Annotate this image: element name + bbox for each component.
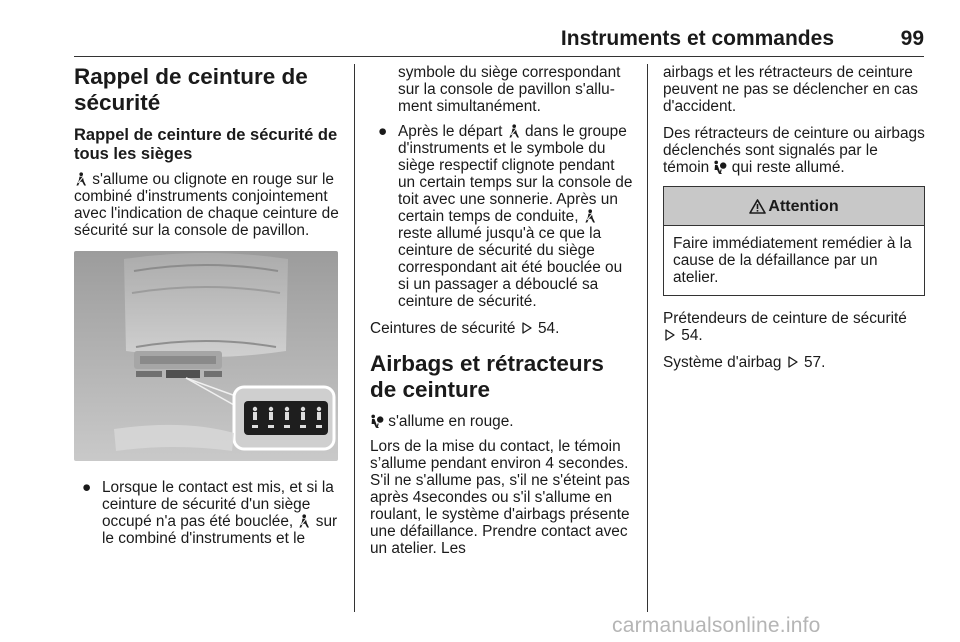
reference-label: Prétendeurs de ceinture de sécurité <box>663 310 907 327</box>
warning-text: Faire immédiatement remédier à la cause de la défaillance par un atelier. <box>673 235 912 286</box>
subheading-all-seats: Rappel de ceinture de sécurité de tous les sièges <box>74 126 338 163</box>
bullet-departure-text-b: dans le groupe d'instruments et le symbole du siège respectif clignote pendant un certain temps sur la console de toit avec une sonnerie. Après un certain temps de conduite, <box>398 123 633 225</box>
section-heading-seatbelt-reminder: Rappel de ceinture de sécurité <box>74 64 308 115</box>
column-divider-1 <box>354 64 355 612</box>
page-number: 99 <box>900 27 924 50</box>
bullet-dot: ● <box>378 123 388 140</box>
warning-box <box>663 186 925 296</box>
bullet-after-departure <box>370 123 634 310</box>
reference-page: 54. <box>681 327 703 344</box>
bullet-departure-text-c: reste allumé jusqu'à ce que la ceinture de sécurité du siège correspondant ait été bouclée ou si un passager a débouclé sa ceinture de sécurité. <box>398 225 623 310</box>
seatbelt-reminder-icon <box>74 172 88 186</box>
deployed-text-a: Des rétracteurs de ceinture ou airbags déclenchés sont signalés par le témoin <box>663 125 925 176</box>
reference-arrow-icon <box>520 321 534 335</box>
page-header-title: Instruments et commandes <box>560 27 834 50</box>
warning-triangle-icon <box>749 199 766 214</box>
seatbelt-reminder-icon <box>583 209 597 223</box>
bullet-continuation <box>370 64 634 115</box>
reference-label: Système d'airbag <box>663 354 782 371</box>
column-3 <box>663 64 925 381</box>
reference-page: 57. <box>804 354 826 371</box>
reference-label: Ceintures de sécurité <box>370 320 516 337</box>
bullet-dot: ● <box>82 479 92 496</box>
column-2 <box>370 64 634 567</box>
bullet-continuation-text: symbole du siège correspondant sur la console de pavillon s'allu- ment simultanément. <box>398 64 621 115</box>
airbag-lit-line <box>370 413 634 430</box>
cross-reference-airbag-system[interactable] <box>663 354 925 371</box>
overhead-console-photo <box>74 251 338 461</box>
warning-header <box>664 187 924 226</box>
airbag-paragraph: Lors de la mise du contact, le témoin s’allume pendant environ 4 secondes. S'il ne s'allume pas, s'il ne s'éteint pas après 4secondes ou s'il s'allume en roulant, le système d'airbags présente une défaillance. Prendre contact avec un atelier. Les <box>370 438 630 557</box>
header-rule <box>74 56 924 57</box>
reference-arrow-icon <box>786 355 800 369</box>
watermark: carmanualsonline.info <box>612 614 821 637</box>
airbag-lit-text: s'allume en rouge. <box>388 413 514 430</box>
deployed-indicator-paragraph <box>663 125 925 176</box>
cross-reference-pretensioners[interactable] <box>663 310 925 344</box>
bullet-ignition-tail: sur le combiné d'instruments et le <box>102 513 338 547</box>
airbag-icon <box>713 160 727 174</box>
reference-page: 54. <box>538 320 560 337</box>
deployed-text-b: qui reste allumé. <box>731 159 845 176</box>
column-1 <box>74 64 339 557</box>
cross-reference-seatbelts[interactable] <box>370 320 634 337</box>
airbag-icon <box>370 414 384 428</box>
seatbelt-reminder-icon <box>507 124 521 138</box>
reference-arrow-icon <box>663 328 677 342</box>
continuation-paragraph: airbags et les rétracteurs de ceinture peuvent ne pas se déclencher en cas d'accident. <box>663 64 918 115</box>
bullet-ignition-text: Lorsque le contact est mis, et si la ceinture de sécurité d'un siège occupé n'a pas été bouclée, <box>102 479 334 530</box>
seatbelt-reminder-icon <box>297 514 311 528</box>
intro-text: s'allume ou clignote en rouge sur le combiné d'instruments conjointement avec l'indication de chaque ceinture de sécurité sur la console de pavillon. <box>74 171 339 239</box>
intro-paragraph <box>74 171 339 239</box>
bullet-departure-text-a: Après le départ <box>398 123 503 140</box>
section-heading-airbags: Airbags et rétracteurs de ceinture <box>370 351 604 402</box>
column-divider-2 <box>647 64 648 612</box>
bullet-ignition-on <box>74 479 339 547</box>
warning-title: Attention <box>768 197 839 215</box>
